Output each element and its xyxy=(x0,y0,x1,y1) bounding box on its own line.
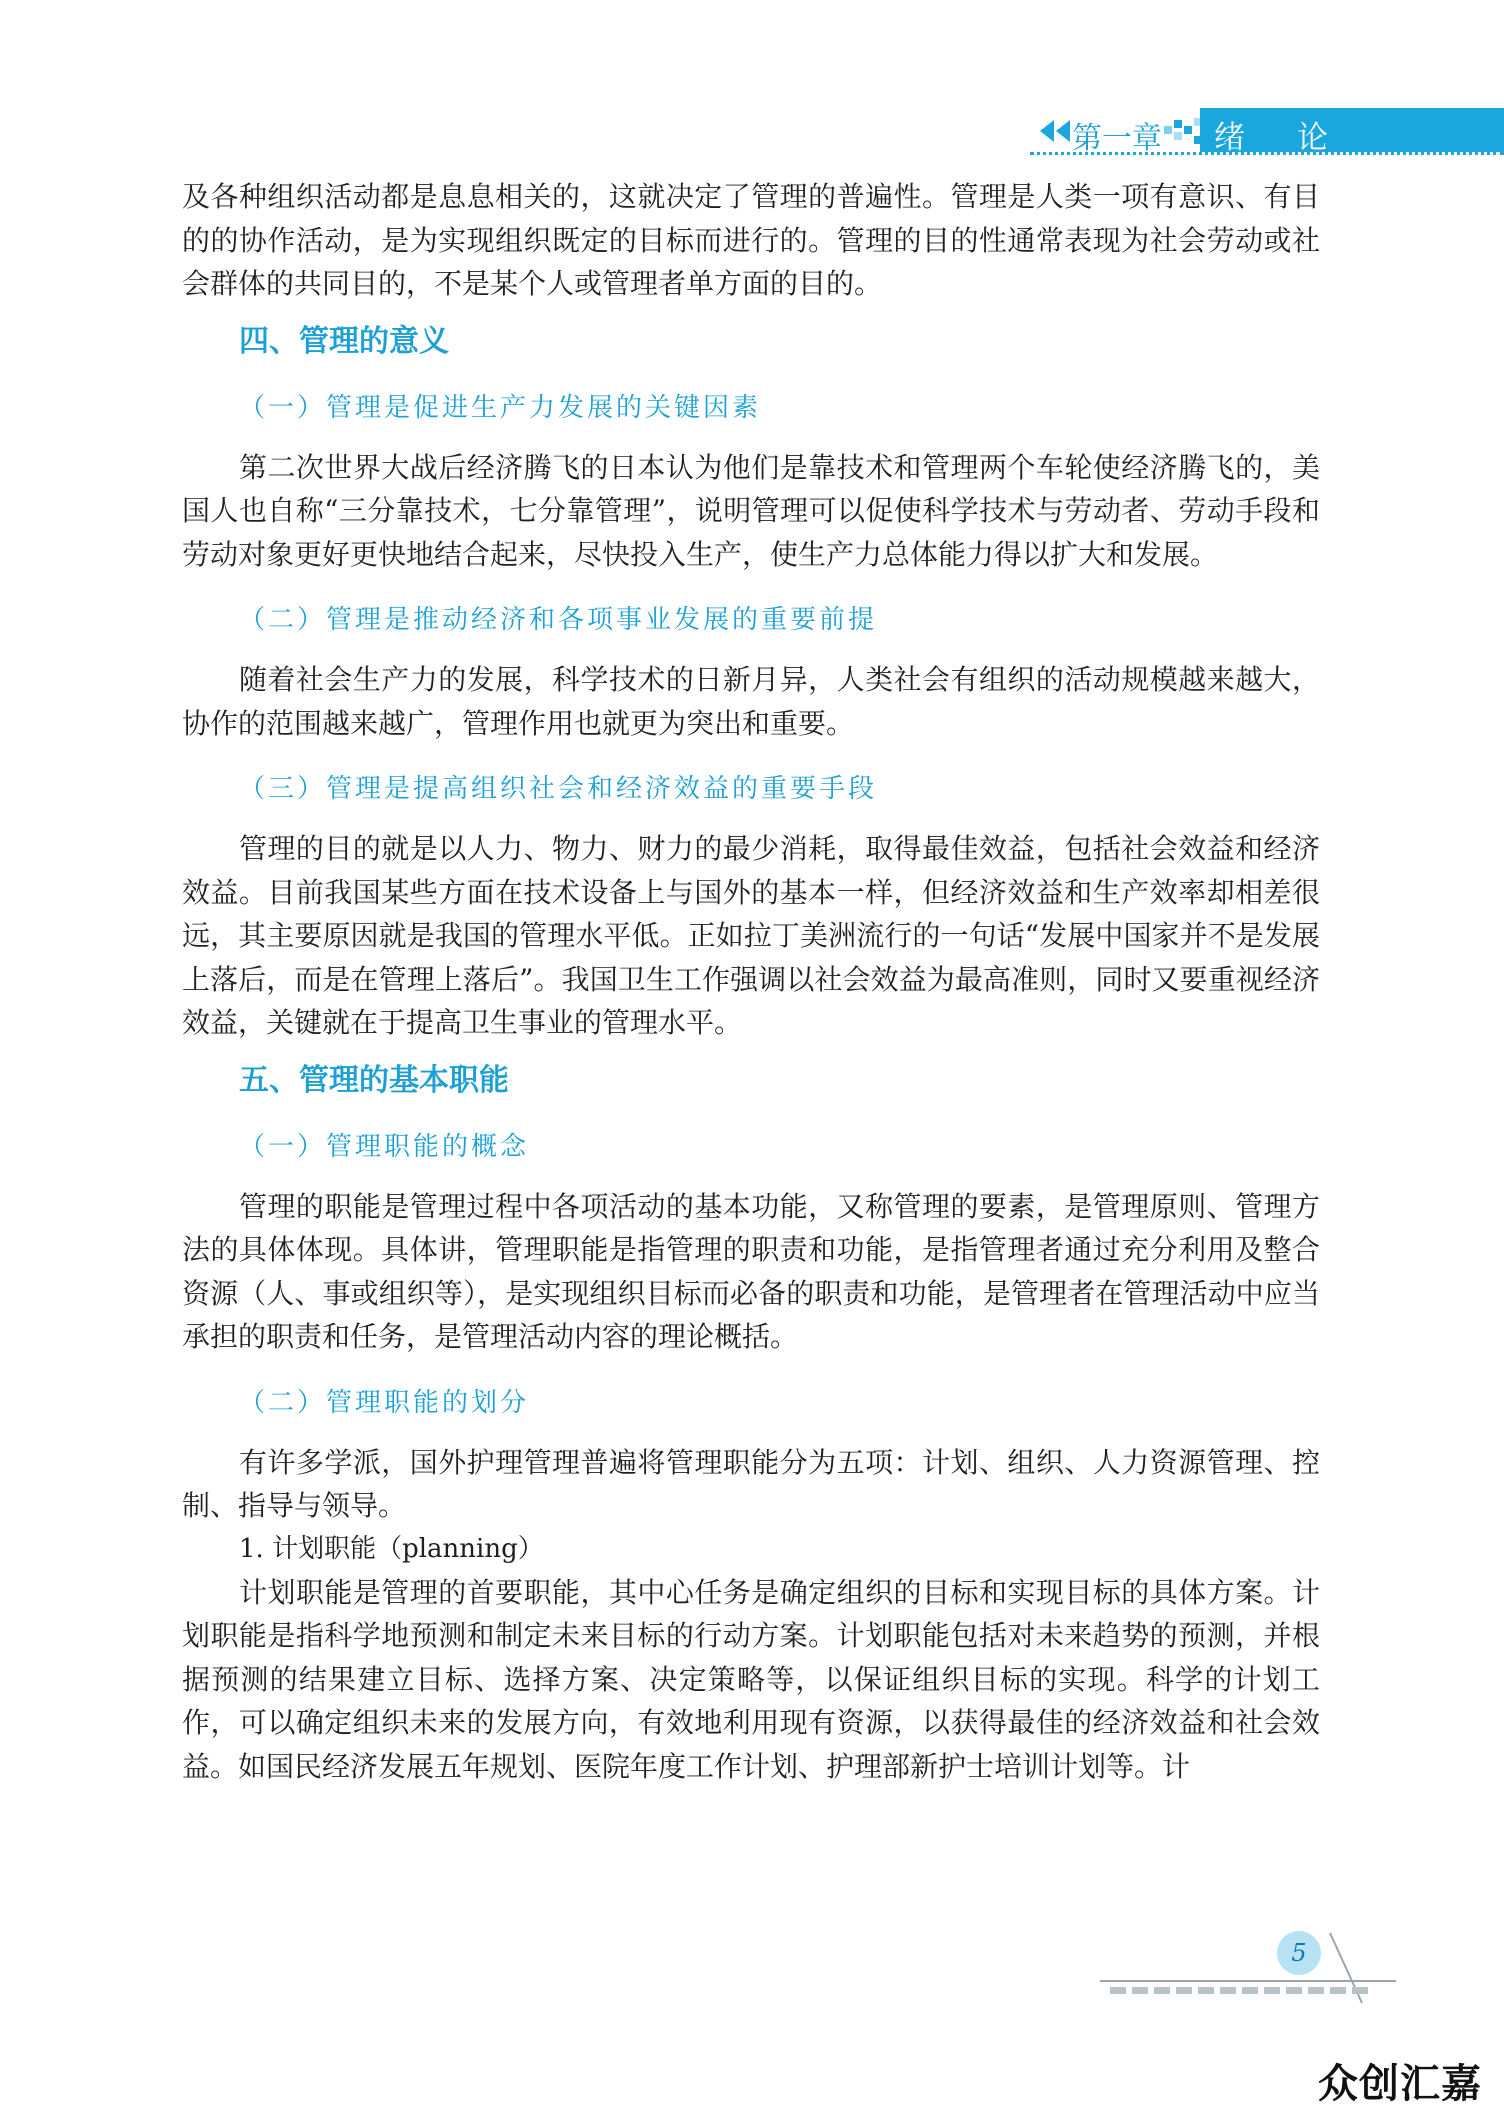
chapter-title: 绪论 xyxy=(1214,120,1380,156)
section-4-1-heading: （一）管理是促进生产力发展的关键因素 xyxy=(239,392,762,423)
section-4-2-paragraph: 随着社会生产力的发展，科学技术的日新月异，人类社会有组织的活动规模越来越大，协作的范围越来越广，管理作用也就更为突出和重要。 xyxy=(182,663,1320,740)
chapter-title-bar xyxy=(1200,108,1504,156)
section-5-2-heading: （二）管理职能的划分 xyxy=(239,1387,530,1418)
section-4-3-heading: （三）管理是提高组织社会和经济效益的重要手段 xyxy=(239,774,878,804)
pixel-squares-decoration xyxy=(1164,116,1204,146)
chapter-label: 第一章 xyxy=(1072,121,1162,156)
footer-decoration xyxy=(1100,1925,1400,2025)
section-4-3-paragraph: 管理的目的就是以人力、物力、财力的最少消耗，取得最佳效益，包括社会效益和经济效益。目前我国某些方面在技术设备上与国外的基本一样，但经济效益和生产效率却相差很远，其主要原因就是我国的管理水平低。正如拉丁美洲流行的一句话“发展中国家并不是发展上落后，而是在管理上落后”。我国卫生工作强调以社会效益为最高准则，同时又要重视经济效益，关键就在于提高卫生事业的管理水平。 xyxy=(182,832,1320,1039)
intro-paragraph: 及各种组织活动都是息息相关的，这就决定了管理的普遍性。管理是人类一项有意识、有目的的协作活动，是为实现组织既定的目标而进行的。管理的目的性通常表现为社会劳动或社会群体的共同目的，不是某个人或管理者单方面的目的。 xyxy=(182,180,1320,300)
chapter-header xyxy=(1030,108,1504,156)
page-footer xyxy=(1100,1925,1400,2025)
header-dotted-rule xyxy=(1030,152,1504,157)
section-5-2-paragraph: 有许多学派，国外护理管理普遍将管理职能分为五项：计划、组织、人力资源管理、控制、指导与领导。 xyxy=(182,1445,1320,1522)
double-left-arrow-icon xyxy=(1038,120,1072,142)
page-number: 5 xyxy=(1277,1931,1321,1975)
section-5-heading: 五、管理的基本职能 xyxy=(239,1062,509,1098)
planning-item-paragraph: 计划职能是管理的首要职能，其中心任务是确定组织的目标和实现目标的具体方案。计划职能是指科学地预测和制定未来目标的行动方案。计划职能包括对未来趋势的预测，并根据预测的结果建立目标、选择方案、决定策略等，以保证组织目标的实现。科学的计划工作，可以确定组织未来的发展方向，有效地利用现有资源，以获得最佳的经济效益和社会效益。如国民经济发展五年规划、医院年度工作计划、护理部新护士培训计划等。计 xyxy=(182,1575,1320,1783)
section-4-2-heading: （二）管理是推动经济和各项事业发展的重要前提 xyxy=(239,605,878,635)
section-5-1-heading: （一）管理职能的概念 xyxy=(239,1131,530,1162)
section-5-1-paragraph: 管理的职能是管理过程中各项活动的基本功能，又称管理的要素，是管理原则、管理方法的具体体现。具体讲，管理职能是指管理的职责和功能，是指管理者通过充分利用及整合资源（人、事或组织等），是实现组织目标而必备的职责和功能，是管理者在管理活动中应当承担的职责和任务，是管理活动内容的理论概括。 xyxy=(182,1189,1320,1353)
page-content xyxy=(182,175,1320,1788)
section-4-heading: 四、管理的意义 xyxy=(239,323,449,359)
watermark: 众创汇嘉 xyxy=(1318,2061,1482,2107)
planning-item-heading: 1. 计划职能（planning） xyxy=(239,1533,544,1564)
section-4-1-paragraph: 第二次世界大战后经济腾飞的日本认为他们是靠技术和管理两个车轮使经济腾飞的，美国人也自称“三分靠技术，七分靠管理”，说明管理可以促使科学技术与劳动者、劳动手段和劳动对象更好更快地结合起来，尽快投入生产，使生产力总体能力得以扩大和发展。 xyxy=(182,450,1320,571)
